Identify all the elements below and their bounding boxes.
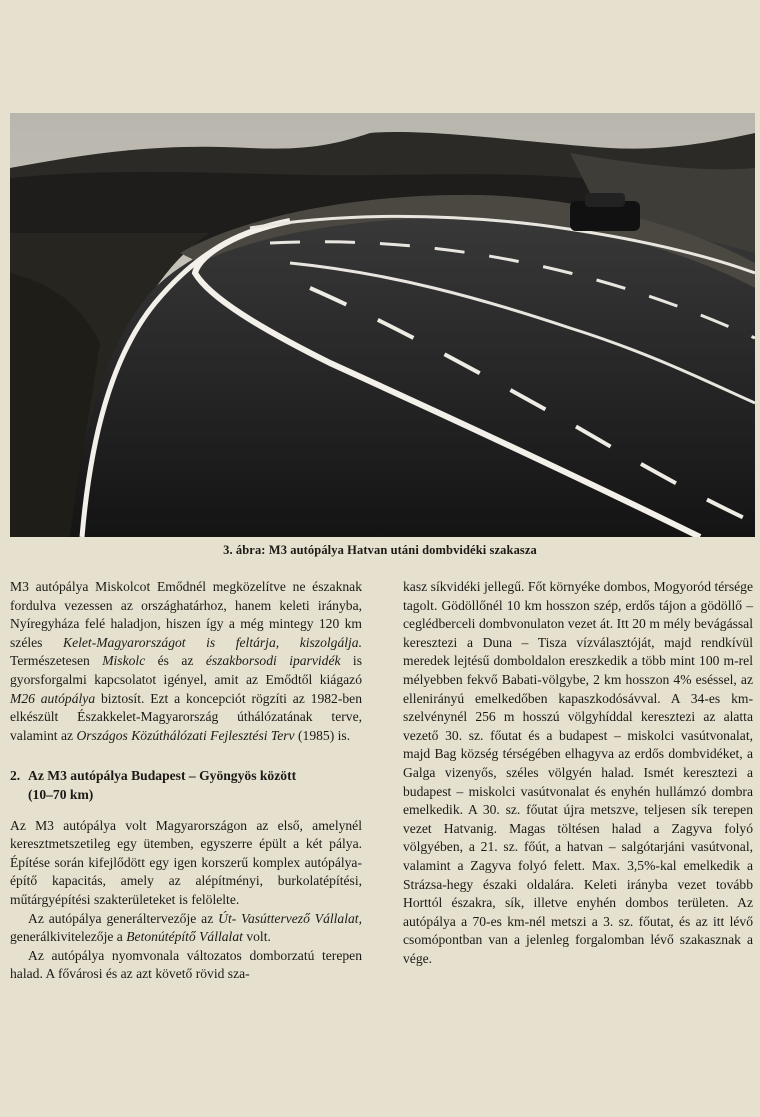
text-run: (1985) is. [294, 727, 351, 743]
text-run-italic: Országos Közúthálózati Fejlesztési Terv [76, 727, 295, 743]
highway-photo [10, 113, 755, 537]
section-range: (10–70 km) [28, 786, 94, 802]
figure-caption: 3. ábra: M3 autópálya Hatvan utáni dombvidéki szakasza [223, 543, 537, 557]
text-run: is gyorsforgalmi kapcsolatot igényel, amit az Emődtől kiágazó [10, 653, 362, 687]
highway-photo-image [10, 113, 755, 537]
text-run: biztosít. Ezt a koncepciót rögzíti az 1982-ben elkészült Északkelet-Magyarország úthálózatának terve, valamint az [10, 690, 362, 743]
text-run-italic: Út- Vasúttervező Vállalat, [218, 910, 362, 926]
section-number: 2. [10, 768, 21, 784]
text-run-italic: északborsodi iparvidék [205, 653, 341, 669]
text-run-italic: Miskolc [102, 653, 146, 669]
text-run-italic: Betonútépítő Vállalat [126, 929, 243, 945]
text-run-italic: M26 autópálya [10, 690, 96, 706]
section-heading [10, 767, 362, 804]
left-column [10, 578, 362, 984]
paragraph-route-continued: kasz síkvidéki jellegű. Főt környéke dombos, Mogyoród térsége tagolt. Gödöllőnél 10 km hosszon szép, erdős tájon a gödöllő – ceglédberceli dombvonulaton vezet át. Itt 20 m mély bevágással keresztezi a Duna – Tisza vízválasztóját, majd rendkívül meredek lejtésű domboldalon ereszkedik a több mint 100 m-rel mélyebben fekvő Babati-völgybe, 2 km hosszon 4% eséssel, az ellenirányú emelkedőben kapaszkodósávval. A 34-es km-szelvénynél 256 m hosszú völgyhíddal keresztezi az alatta vezető 30. sz. főutat és a budapest – miskolci vasútvonalat, majd Bag község térségében elhagyva az erdős dombvidéket, a Galga vizenyős, széles völgyén halad. Ismét keresztezi a budapest – miskolci vasútvonalat és enyhén hullámzó dombra emelkedik. A 30. sz. főutat újra metszve, teljesen sík terepen vezet Hatvanig. Magas töltésen halad a Zagyva folyó völgyében, a 21. sz. főút, a hatvan – salgótarjáni vasútvonal, valamint a Zagyva folyó felett. Max. 3,5%-kal emelkedik a Strázsa-hegy északi oldalára. Keleti irányba vezet tovább Horttól északra, sík, illetve enyhén dombos területen. Az autópálya a 70-es km-nél metszi a 3. sz. főutat, és az itt lévő csomópontban van a jelenleg forgalomban lévő szakasznak a vége. [403, 579, 753, 966]
paragraph-construction: Az M3 autópálya volt Magyarországon az első, amelynél keresztmetszetileg egy ütemben, egyszerre épült a két pálya. Építése során kifejlődött egy igen korszerű komplex autópálya-építő kapacitás, amely az alépítményi, burkolatépítési, műtárgyépítési szakterületeket is felölelte. [10, 817, 362, 907]
text-run-italic: Kelet-Magyarországot is feltárja, kiszolgálja. [63, 634, 362, 650]
text-run: M3 autópálya Miskolcot Emődnél megközelítve ne északnak fordulva vezessen az országhatárhoz, hanem keleti irányba, Nyíregyháza felé haladjon, hiszen így a még mintegy 120 km széles [10, 579, 362, 650]
text-run: Az autópálya generáltervezője az [28, 910, 219, 926]
paragraph-designer [10, 910, 362, 947]
paragraph-route-start: Az autópálya nyomvonala változatos domborzatú terepen halad. A fővárosi és az azt követő rövid sza- [10, 947, 362, 982]
text-run: és az [145, 653, 206, 669]
section-title: Az M3 autópálya Budapest – Gyöngyös között [28, 768, 297, 784]
right-column [403, 578, 753, 968]
text-run: Természetesen [10, 653, 103, 669]
paragraph-intro [10, 578, 362, 745]
text-run: volt. [242, 929, 271, 945]
text-run: generálkivitelezője a [10, 929, 127, 945]
